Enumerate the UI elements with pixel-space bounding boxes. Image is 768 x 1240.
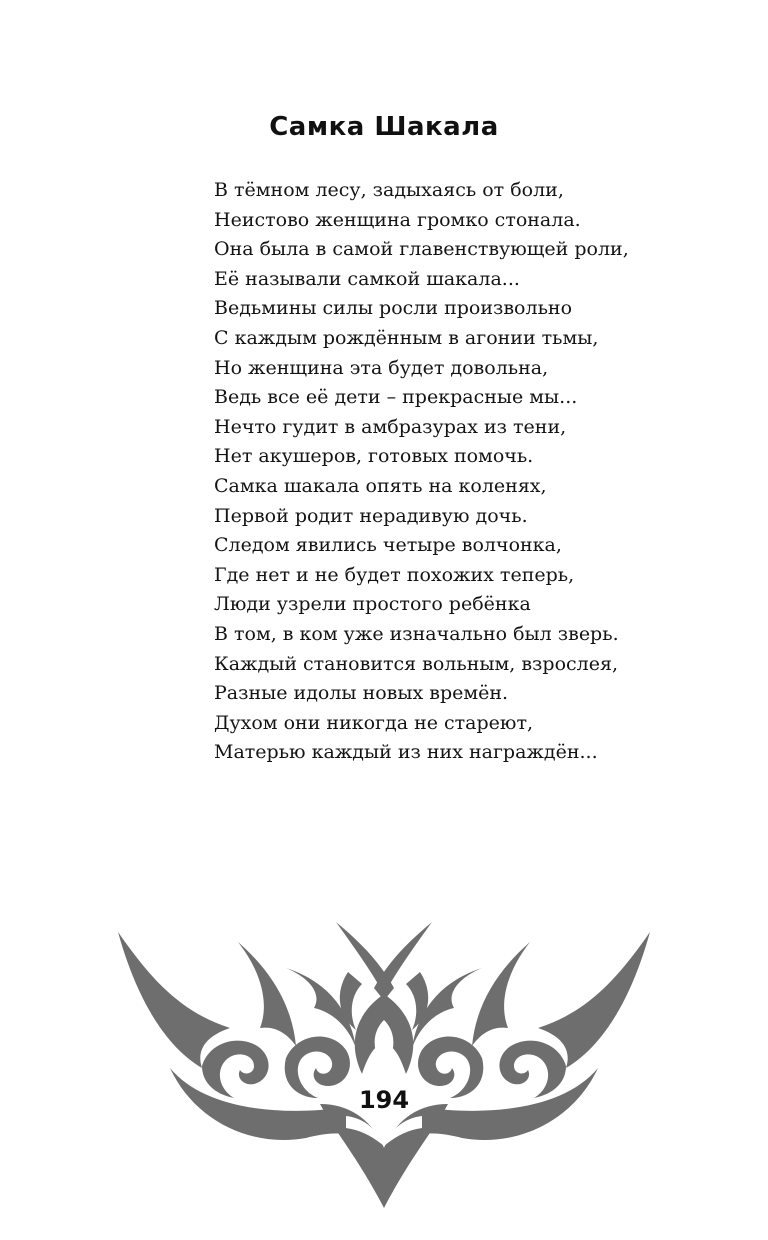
poem-line: Ведьмины силы росли произвольно: [214, 297, 573, 320]
poem-line: Её называли самкой шакала...: [214, 267, 520, 290]
poem-line: Следом явились четыре волчонка,: [214, 534, 562, 557]
poem-line: Где нет и не будет похожих теперь,: [214, 563, 575, 586]
poem-line: С каждым рождённым в агонии тьмы,: [214, 326, 599, 349]
poem-title: Самка Шакала: [269, 112, 499, 142]
poem-line: Нечто гудит в амбразурах из тени,: [214, 415, 567, 438]
tribal-ornament-icon: [110, 908, 658, 1212]
poem-line: Духом они никогда не стареют,: [214, 711, 533, 734]
poem-line: В том, в ком уже изначально был зверь.: [214, 622, 619, 645]
poem-line: Люди узрели простого ребёнка: [214, 593, 531, 616]
poem-line: Каждый становится вольным, взрослея,: [214, 652, 618, 675]
poem-line: Матерью каждый из них награждён...: [214, 741, 598, 764]
poem-line: Самка шакала опять на коленях,: [214, 474, 547, 497]
page-number: 194: [358, 1086, 410, 1114]
poem-line: Но женщина эта будет довольна,: [214, 356, 549, 379]
poem-line: Неистово женщина громко стонала.: [214, 208, 581, 231]
poem-line: Она была в самой главенствующей роли,: [214, 238, 629, 261]
poem-line: В тёмном лесу, задыхаясь от боли,: [214, 179, 564, 201]
poem-line: Нет акушеров, готовых помочь.: [214, 445, 534, 468]
poem-body: [214, 176, 734, 768]
poem-line: Разные идолы новых времён.: [214, 682, 509, 705]
poem-line: Ведь все её дети – прекрасные мы...: [214, 386, 578, 409]
poem-line: Первой родит нерадивую дочь.: [214, 504, 528, 527]
